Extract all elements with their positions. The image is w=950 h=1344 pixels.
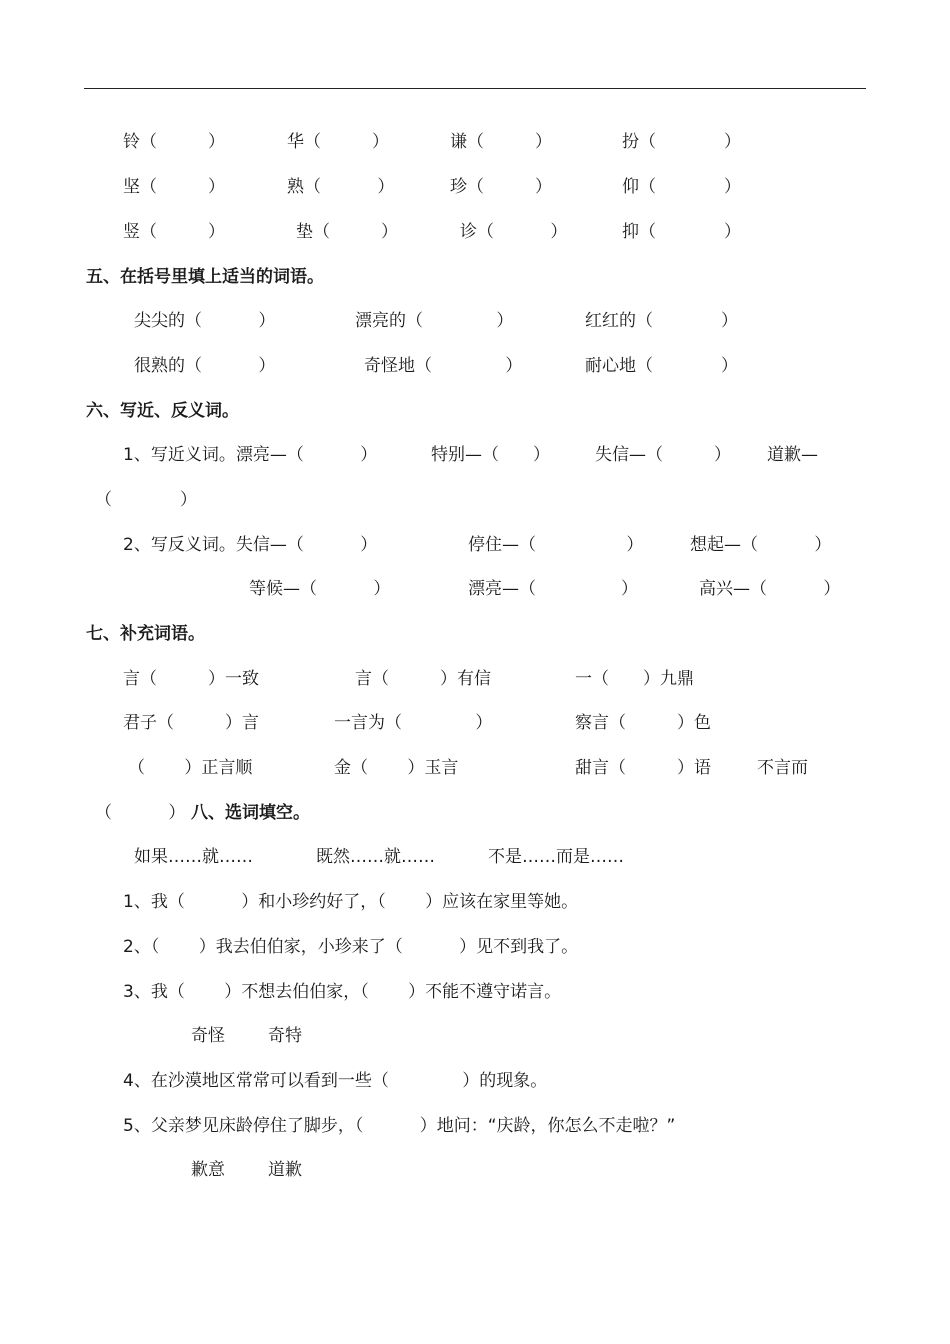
char-blank[interactable]: 仰（ ）	[622, 177, 741, 197]
synonym-blank[interactable]: 1、写近义词。漂亮—（ ）	[123, 445, 378, 465]
section-heading-7: 七、补充词语。	[86, 624, 205, 644]
word-blank[interactable]: 漂亮的（ ）	[355, 311, 514, 331]
char-blank[interactable]: 垫（ ）	[296, 222, 398, 242]
word-blank[interactable]: 红红的（ ）	[585, 311, 738, 331]
antonym-blank[interactable]: 停住—（ ）	[468, 535, 644, 555]
synonym-blank-wrap[interactable]: （ ）	[95, 490, 197, 510]
char-blank[interactable]: 竖（ ）	[123, 222, 225, 242]
fill-sentence-2[interactable]: 2、（ ）我去伯伯家，小珍来了（ ）见不到我了。	[123, 937, 579, 957]
antonym-blank[interactable]: 2、写反义词。失信—（ ）	[123, 535, 378, 555]
idiom-blank-wrap[interactable]: （ ）	[95, 803, 186, 823]
choice-word: 道歉	[268, 1160, 302, 1180]
char-blank[interactable]: 熟（ ）	[287, 177, 395, 197]
char-blank[interactable]: 珍（ ）	[450, 177, 552, 197]
choice-word: 如果……就……	[134, 847, 253, 867]
char-blank[interactable]: 坚（ ）	[123, 177, 225, 197]
char-blank[interactable]: 抑（ ）	[622, 222, 741, 242]
antonym-blank[interactable]: 想起—（ ）	[690, 535, 832, 555]
antonym-blank[interactable]: 高兴—（ ）	[699, 579, 841, 599]
synonym-blank[interactable]: 道歉—	[767, 445, 818, 465]
idiom-blank[interactable]: 金（ ）玉言	[334, 758, 459, 778]
choice-word: 歉意	[191, 1160, 225, 1180]
choice-word: 奇怪	[191, 1026, 225, 1046]
fill-sentence-5[interactable]: 5、父亲梦见床龄停住了脚步，（ ）地问：“庆龄，你怎么不走啦？”	[123, 1116, 676, 1136]
idiom-blank[interactable]: 察言（ ）色	[575, 713, 711, 733]
fill-sentence-3[interactable]: 3、我（ ）不想去伯伯家，（ ）不能不遵守诺言。	[123, 982, 562, 1002]
header-rule	[84, 88, 866, 89]
idiom-blank[interactable]: （ ）正言顺	[128, 758, 253, 778]
idiom-blank[interactable]: 甜言（ ）语	[575, 758, 711, 778]
char-blank[interactable]: 诊（ ）	[460, 222, 568, 242]
idiom-blank[interactable]: 言（ ）有信	[355, 669, 491, 689]
antonym-blank[interactable]: 等候—（ ）	[249, 579, 391, 599]
idiom-blank[interactable]: 言（ ）一致	[123, 669, 259, 689]
section-heading-5: 五、在括号里填上适当的词语。	[86, 267, 324, 287]
idiom-blank[interactable]: 不言而	[757, 758, 808, 778]
word-blank[interactable]: 尖尖的（ ）	[134, 311, 276, 331]
synonym-blank[interactable]: 失信—（ ）	[595, 445, 731, 465]
antonym-blank[interactable]: 漂亮—（ ）	[468, 579, 638, 599]
idiom-blank[interactable]: 一（ ）九鼎	[575, 669, 694, 689]
char-blank[interactable]: 华（ ）	[287, 132, 389, 152]
char-blank[interactable]: 谦（ ）	[450, 132, 552, 152]
choice-word: 奇特	[268, 1026, 302, 1046]
word-blank[interactable]: 很熟的（ ）	[134, 356, 276, 376]
section-heading-6: 六、写近、反义词。	[86, 401, 239, 421]
idiom-blank[interactable]: 一言为（ ）	[334, 713, 493, 733]
word-blank[interactable]: 奇怪地（ ）	[364, 356, 523, 376]
choice-word: 既然……就……	[316, 847, 435, 867]
char-blank[interactable]: 扮（ ）	[622, 132, 741, 152]
choice-word: 不是……而是……	[488, 847, 624, 867]
char-blank[interactable]: 铃（ ）	[123, 132, 225, 152]
fill-sentence-4[interactable]: 4、在沙漠地区常常可以看到一些（ ）的现象。	[123, 1071, 548, 1091]
synonym-blank[interactable]: 特别—（ ）	[431, 445, 550, 465]
idiom-blank[interactable]: 君子（ ）言	[123, 713, 259, 733]
section-heading-8: 八、选词填空。	[191, 803, 310, 823]
word-blank[interactable]: 耐心地（ ）	[585, 356, 738, 376]
fill-sentence-1[interactable]: 1、我（ ）和小珍约好了，（ ）应该在家里等她。	[123, 892, 579, 912]
